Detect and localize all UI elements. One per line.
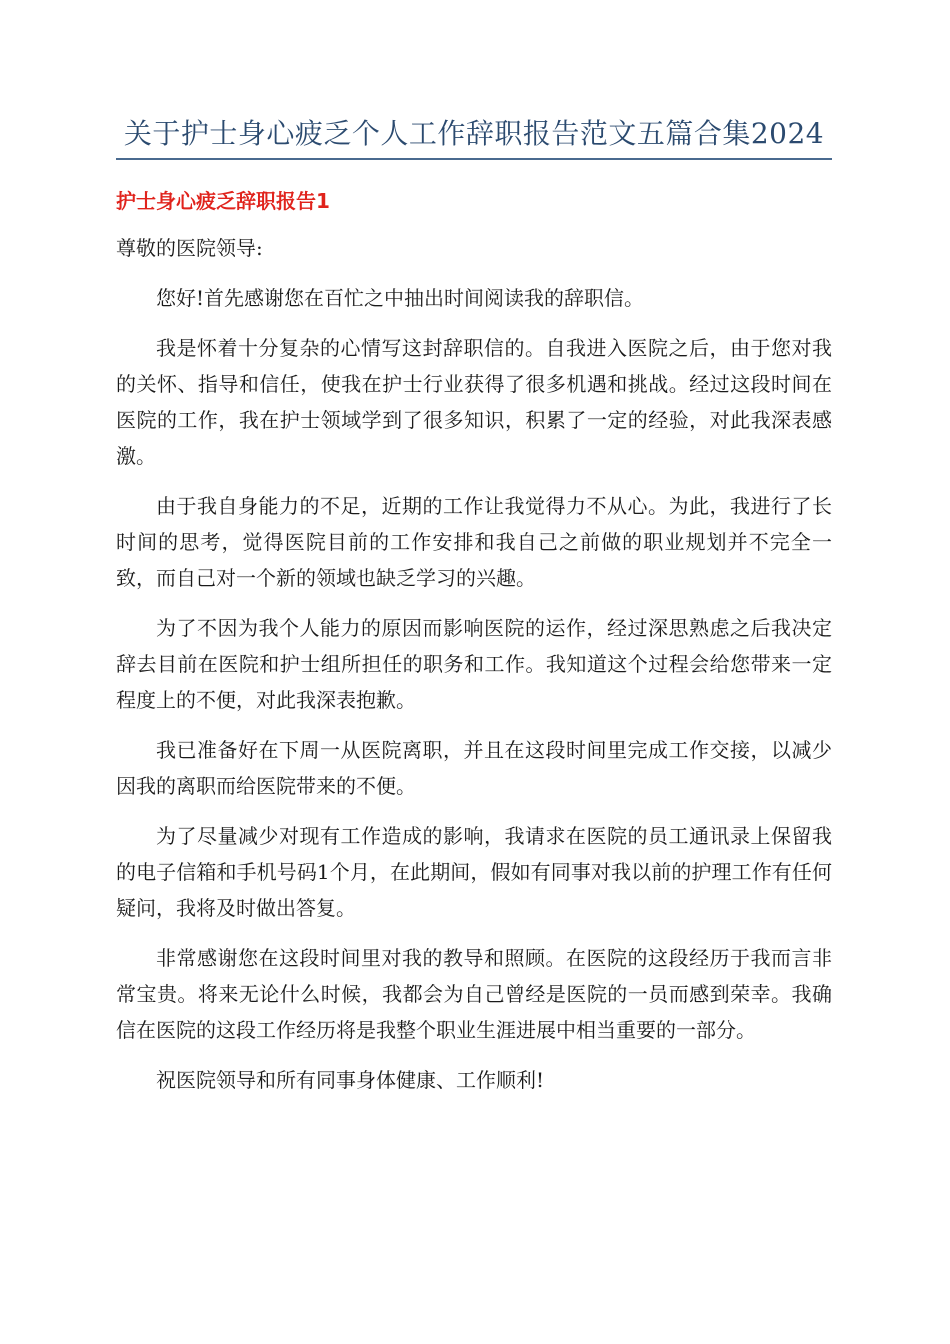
paragraph-7: 非常感谢您在这段时间里对我的教导和照顾。在医院的这段经历于我而言非常宝贵。将来无论什么时候，我都会为自己曾经是医院的一员而感到荣幸。我确信在医院的这段工作经历将是我整个职业生涯进展中相当重要的一部分。 xyxy=(116,946,832,1042)
paragraph-closing: 祝医院领导和所有同事身体健康、工作顺利! xyxy=(156,1068,545,1092)
document-title: 关于护士身心疲乏个人工作辞职报告范文五篇合集2024 xyxy=(116,112,832,160)
salutation: 尊敬的医院领导: xyxy=(116,236,263,260)
paragraph-4: 为了不因为我个人能力的原因而影响医院的运作，经过深思熟虑之后我决定辞去目前在医院和护士组所担任的职务和工作。我知道这个过程会给您带来一定程度上的不便，对此我深表抱歉。 xyxy=(116,616,832,712)
document-page xyxy=(116,112,832,1098)
paragraph-5: 我已准备好在下周一从医院离职，并且在这段时间里完成工作交接，以减少因我的离职而给医院带来的不便。 xyxy=(116,738,832,798)
paragraph-2: 我是怀着十分复杂的心情写这封辞职信的。自我进入医院之后，由于您对我的关怀、指导和信任，使我在护士行业获得了很多机遇和挑战。经过这段时间在医院的工作，我在护士领域学到了很多知识，积累了一定的经验，对此我深表感激。 xyxy=(116,336,832,468)
paragraph-3: 由于我自身能力的不足，近期的工作让我觉得力不从心。为此，我进行了长时间的思考，觉得医院目前的工作安排和我自己之前做的职业规划并不完全一致，而自己对一个新的领域也缺乏学习的兴趣。 xyxy=(116,494,832,590)
paragraph-1: 您好!首先感谢您在百忙之中抽出时间阅读我的辞职信。 xyxy=(156,286,645,310)
paragraph-6: 为了尽量减少对现有工作造成的影响，我请求在医院的员工通讯录上保留我的电子信箱和手机号码1个月，在此期间，假如有同事对我以前的护理工作有任何疑问，我将及时做出答复。 xyxy=(116,824,832,920)
section-heading: 护士身心疲乏辞职报告1 xyxy=(116,189,330,213)
